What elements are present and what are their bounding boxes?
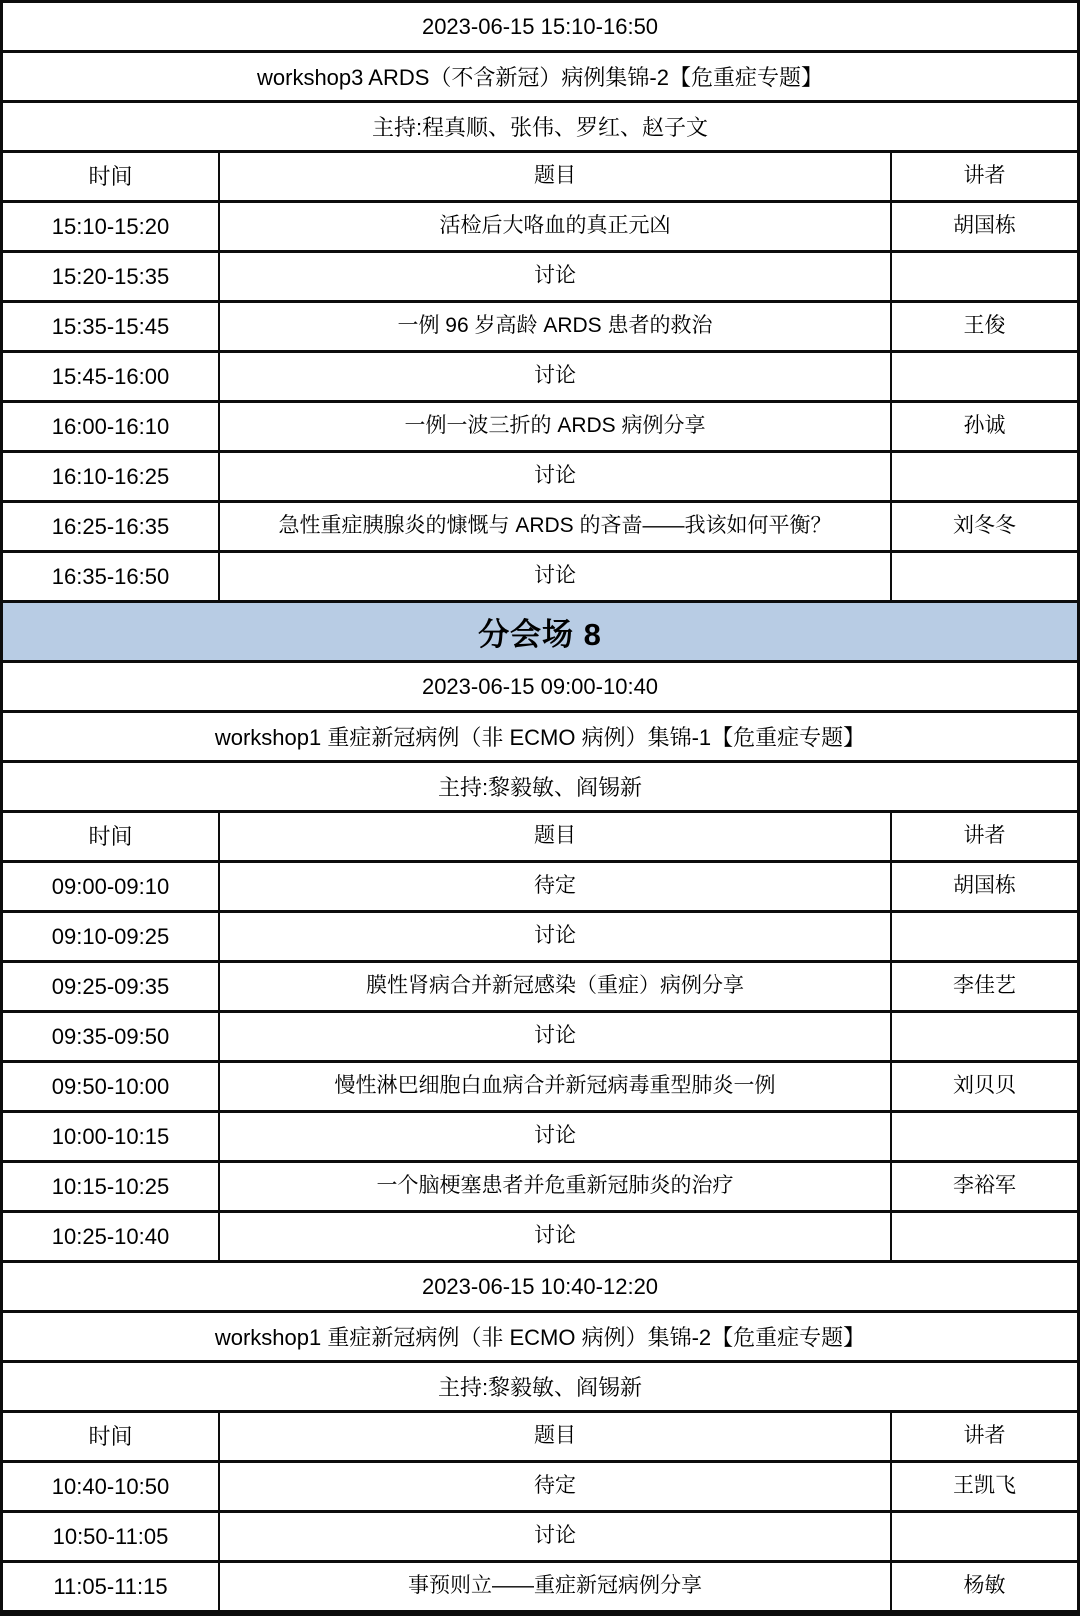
table-row (3, 353, 1077, 403)
table-row (3, 1013, 1077, 1063)
speaker-cell: 李裕军 (890, 1163, 1077, 1210)
column-header-title: 题目 (218, 1413, 890, 1460)
title-cell: 讨论 (218, 1213, 890, 1260)
time-cell: 09:10-09:25 (51, 923, 170, 949)
title-cell: 膜性肾病合并新冠感染（重症）病例分享 (218, 963, 890, 1010)
column-header-speaker: 讲者 (890, 1413, 1077, 1460)
column-header-time: 时间 (88, 163, 133, 189)
title-cell: 一例 96 岁高龄 ARDS 患者的救治 (218, 303, 890, 350)
time-cell: 09:25-09:35 (51, 973, 170, 999)
title-cell: 讨论 (218, 453, 890, 500)
table-row (3, 553, 1077, 603)
speaker-cell (890, 453, 1077, 500)
time-cell: 16:35-16:50 (51, 563, 170, 589)
table-row (3, 403, 1077, 453)
column-header-speaker: 讲者 (890, 153, 1077, 200)
speaker-cell: 李佳艺 (890, 963, 1077, 1010)
time-cell: 10:25-10:40 (51, 1223, 170, 1249)
table-row (3, 203, 1077, 253)
time-cell: 16:00-16:10 (51, 413, 170, 439)
session-date: 2023-06-15 10:40-12:20 (3, 1263, 1077, 1313)
speaker-cell (890, 353, 1077, 400)
session-hosts: 主持:黎毅敏、阎锡新 (3, 1363, 1077, 1413)
time-cell: 10:00-10:15 (51, 1123, 170, 1149)
table-row (3, 1563, 1077, 1613)
time-cell: 09:35-09:50 (51, 1023, 170, 1049)
time-cell: 10:15-10:25 (51, 1173, 170, 1199)
session-workshop-title: workshop3 ARDS（不含新冠）病例集锦-2【危重症专题】 (3, 53, 1077, 103)
speaker-cell: 孙诚 (890, 403, 1077, 450)
session-hosts: 主持:黎毅敏、阎锡新 (3, 763, 1077, 813)
speaker-cell (890, 553, 1077, 600)
speaker-cell (890, 1213, 1077, 1260)
venue-banner: 分会场 8 (3, 603, 1077, 663)
title-cell: 慢性淋巴细胞白血病合并新冠病毒重型肺炎一例 (218, 1063, 890, 1110)
time-cell: 16:25-16:35 (51, 513, 170, 539)
session-workshop-title: workshop1 重症新冠病例（非 ECMO 病例）集锦-2【危重症专题】 (3, 1313, 1077, 1363)
title-cell: 讨论 (218, 253, 890, 300)
title-cell: 待定 (218, 1463, 890, 1510)
title-cell: 讨论 (218, 913, 890, 960)
title-cell: 讨论 (218, 1113, 890, 1160)
time-cell: 15:10-15:20 (51, 213, 170, 239)
table-row (3, 963, 1077, 1013)
table-row (3, 303, 1077, 353)
table-row (3, 503, 1077, 553)
speaker-cell (890, 1013, 1077, 1060)
column-header-row (3, 813, 1077, 863)
title-cell: 讨论 (218, 553, 890, 600)
time-cell: 15:45-16:00 (51, 363, 170, 389)
table-row (3, 1213, 1077, 1263)
title-cell: 一例一波三折的 ARDS 病例分享 (218, 403, 890, 450)
table-row (3, 913, 1077, 963)
column-header-row (3, 153, 1077, 203)
time-cell: 11:05-11:15 (53, 1573, 168, 1599)
column-header-time: 时间 (88, 1423, 133, 1449)
title-cell: 讨论 (218, 1013, 890, 1060)
session-date: 2023-06-15 15:10-16:50 (3, 3, 1077, 53)
title-cell: 活检后大咯血的真正元凶 (218, 203, 890, 250)
time-cell: 15:20-15:35 (51, 263, 170, 289)
speaker-cell (890, 253, 1077, 300)
table-row (3, 1513, 1077, 1563)
speaker-cell: 杨敏 (890, 1563, 1077, 1610)
speaker-cell: 刘贝贝 (890, 1063, 1077, 1110)
title-cell: 一个脑梗塞患者并危重新冠肺炎的治疗 (218, 1163, 890, 1210)
column-header-speaker: 讲者 (890, 813, 1077, 860)
table-row (3, 253, 1077, 303)
table-row (3, 453, 1077, 503)
speaker-cell (890, 1113, 1077, 1160)
table-row (3, 1463, 1077, 1513)
table-row (3, 863, 1077, 913)
speaker-cell (890, 913, 1077, 960)
column-header-row (3, 1413, 1077, 1463)
column-header-time: 时间 (88, 823, 133, 849)
title-cell: 讨论 (218, 1513, 890, 1560)
time-cell: 09:50-10:00 (51, 1073, 170, 1099)
speaker-cell: 刘冬冬 (890, 503, 1077, 550)
table-row (3, 1113, 1077, 1163)
speaker-cell: 王凯飞 (890, 1463, 1077, 1510)
table-row (3, 1163, 1077, 1213)
column-header-title: 题目 (218, 153, 890, 200)
speaker-cell: 王俊 (890, 303, 1077, 350)
time-cell: 10:40-10:50 (51, 1473, 170, 1499)
column-header-title: 题目 (218, 813, 890, 860)
table-row (3, 1063, 1077, 1113)
session-workshop-title: workshop1 重症新冠病例（非 ECMO 病例）集锦-1【危重症专题】 (3, 713, 1077, 763)
time-cell: 10:50-11:05 (52, 1523, 169, 1549)
speaker-cell: 胡国栋 (890, 863, 1077, 910)
speaker-cell: 胡国栋 (890, 203, 1077, 250)
time-cell: 09:00-09:10 (51, 873, 170, 899)
title-cell: 急性重症胰腺炎的慷慨与 ARDS 的吝啬——我该如何平衡？ (218, 503, 890, 550)
speaker-cell (890, 1513, 1077, 1560)
time-cell: 16:10-16:25 (51, 463, 170, 489)
session-hosts: 主持:程真顺、张伟、罗红、赵子文 (3, 103, 1077, 153)
title-cell: 讨论 (218, 353, 890, 400)
title-cell: 事预则立——重症新冠病例分享 (218, 1563, 890, 1610)
session-date: 2023-06-15 09:00-10:40 (3, 663, 1077, 713)
time-cell: 15:35-15:45 (51, 313, 170, 339)
title-cell: 待定 (218, 863, 890, 910)
